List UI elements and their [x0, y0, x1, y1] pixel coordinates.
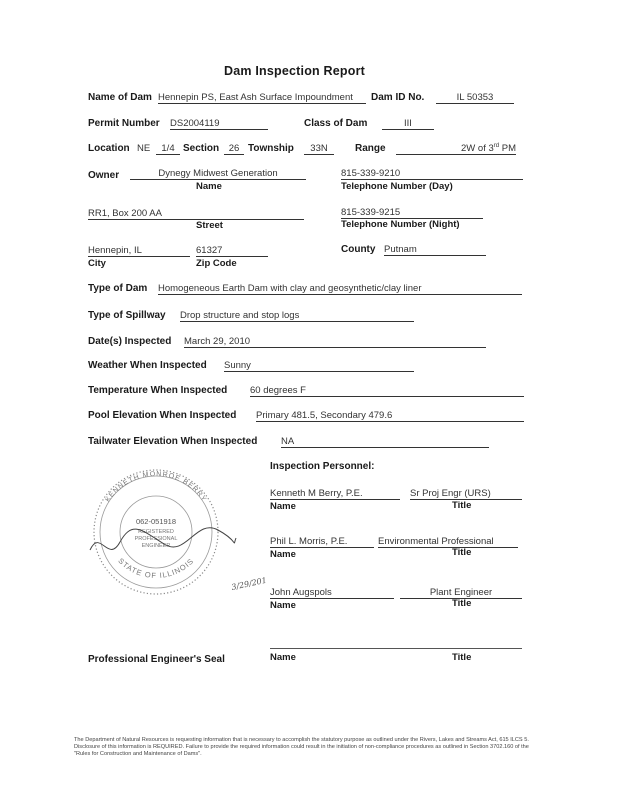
phone-day-value: 815-339-9210	[341, 168, 523, 180]
pool-elevation-label: Pool Elevation When Inspected	[88, 410, 237, 421]
city-caption: City	[88, 258, 106, 269]
dam-id-value: IL 50353	[436, 92, 514, 104]
page-title: Dam Inspection Report	[224, 64, 366, 78]
date-inspected-value: March 29, 2010	[184, 336, 486, 348]
location-label: Location	[88, 143, 130, 154]
township-value: 33N	[304, 143, 334, 155]
permit-number-label: Permit Number	[88, 118, 160, 129]
tailwater-elevation-label: Tailwater Elevation When Inspected	[88, 436, 258, 447]
owner-name-caption: Name	[196, 181, 222, 192]
phone-day-caption: Telephone Number (Day)	[341, 181, 453, 192]
township-label: Township	[248, 143, 294, 154]
person-2-title: Environmental Professional	[378, 536, 518, 548]
footer-disclaimer: The Department of Natural Resources is requesting information that is necessary to accomplish the statutory purpose as outlined under the Rivers, Lakes and Streams Act, 615 ILCS 5. Disclosure of this information is REQUIRED. Failure to provide the required information could result in the initiation of non-compliance procedures as outlined in Section 3702.160 of the "Rules for Construction and Maintenance of Dams".	[74, 737, 529, 758]
phone-night-caption: Telephone Number (Night)	[341, 219, 460, 230]
person-4-title-caption: Title	[452, 652, 472, 663]
seal-handwritten-date: 3/29/2010	[230, 574, 266, 592]
weather-label: Weather When Inspected	[88, 360, 207, 371]
person-2-name: Phil L. Morris, P.E.	[270, 536, 374, 548]
type-of-dam-label: Type of Dam	[88, 283, 148, 294]
seal-line-1: REGISTERED	[138, 529, 174, 535]
person-3-name: John Augspols	[270, 587, 394, 599]
permit-number-value: DS2004119	[170, 118, 268, 130]
class-of-dam-label: Class of Dam	[304, 118, 368, 129]
range-value	[396, 143, 516, 155]
phone-night-value: 815-339-9215	[341, 207, 483, 219]
zip-caption: Zip Code	[196, 258, 237, 269]
person-1-name-caption: Name	[270, 501, 296, 512]
person-1-title-caption: Title	[452, 500, 472, 511]
seal-bottom-text: STATE OF ILLINOIS	[116, 556, 196, 581]
seal-number: 062-051918	[135, 517, 177, 526]
range-value-text: 2W of 3	[461, 143, 494, 155]
dam-name-value: Hennepin PS, East Ash Surface Impoundment	[158, 92, 366, 104]
temperature-label: Temperature When Inspected	[88, 385, 228, 396]
dam-name-label: Name of Dam	[88, 92, 152, 103]
engineer-seal	[86, 468, 266, 598]
county-label: County	[341, 244, 376, 255]
person-1-name: Kenneth M Berry, P.E.	[270, 488, 400, 500]
temperature-value: 60 degrees F	[250, 385, 524, 397]
range-label: Range	[355, 143, 386, 154]
range-superscript: rd	[493, 143, 500, 149]
weather-value: Sunny	[224, 360, 414, 372]
seal-graphic	[86, 468, 266, 598]
quarter-fraction: 1/4	[156, 143, 180, 155]
section-value: 26	[224, 143, 244, 155]
type-of-spillway-value: Drop structure and stop logs	[180, 310, 414, 322]
seal-top-text: KENNETH MONROE BERRY	[104, 470, 208, 504]
personnel-heading: Inspection Personnel:	[270, 461, 375, 472]
zip-value: 61327	[196, 245, 268, 257]
date-inspected-label: Date(s) Inspected	[88, 336, 172, 347]
person-4-name-caption: Name	[270, 652, 296, 663]
owner-label: Owner	[88, 170, 120, 181]
person-4-signature-line	[270, 648, 522, 649]
person-3-name-caption: Name	[270, 600, 296, 611]
range-suffix: PM	[499, 143, 516, 155]
street-caption: Street	[196, 220, 223, 231]
seal-line-3: ENGINEER	[141, 543, 171, 549]
person-2-title-caption: Title	[452, 547, 472, 558]
location-value: NE	[137, 143, 151, 154]
city-value: Hennepin, IL	[88, 245, 190, 257]
pe-seal-label: Professional Engineer's Seal	[88, 654, 225, 665]
owner-value: Dynegy Midwest Generation	[130, 168, 306, 180]
type-of-dam-value: Homogeneous Earth Dam with clay and geosynthetic/clay liner	[158, 283, 522, 295]
street-value: RR1, Box 200 AA	[88, 208, 304, 220]
county-value: Putnam	[384, 244, 486, 256]
person-3-title-caption: Title	[452, 598, 472, 609]
person-1-title: Sr Proj Engr (URS)	[410, 488, 522, 500]
dam-id-label: Dam ID No.	[371, 92, 425, 103]
seal-line-2: PROFESSIONAL	[134, 536, 178, 542]
person-2-name-caption: Name	[270, 549, 296, 560]
type-of-spillway-label: Type of Spillway	[88, 310, 166, 321]
tailwater-elevation-value: NA	[281, 436, 489, 448]
pool-elevation-value: Primary 481.5, Secondary 479.6	[256, 410, 524, 422]
section-label: Section	[183, 143, 220, 154]
class-of-dam-value: III	[382, 118, 434, 130]
person-3-title: Plant Engineer	[400, 587, 522, 599]
